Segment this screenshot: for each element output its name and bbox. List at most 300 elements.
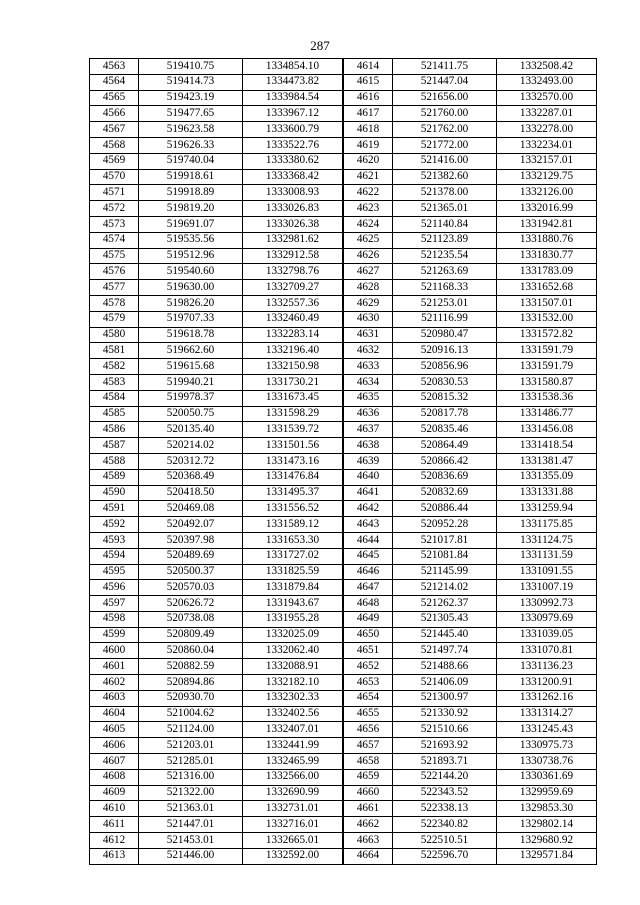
y-coordinate-cell: 1333522.76 — [243, 137, 343, 153]
point-number-cell: 4617 — [344, 106, 393, 122]
table-row — [90, 769, 343, 785]
y-coordinate-cell: 1331456.08 — [497, 422, 597, 438]
point-number-cell: 4614 — [344, 59, 393, 75]
point-number-cell: 4629 — [344, 295, 393, 311]
y-coordinate-cell: 1331880.76 — [497, 232, 597, 248]
table-row — [90, 216, 343, 232]
x-coordinate-cell: 519512.96 — [139, 248, 243, 264]
table-row — [344, 501, 597, 517]
point-number-cell: 4631 — [344, 327, 393, 343]
x-coordinate-cell: 521762.00 — [393, 122, 497, 138]
y-coordinate-cell: 1332566.00 — [243, 769, 343, 785]
point-number-cell: 4616 — [344, 90, 393, 106]
x-coordinate-cell: 520135.40 — [139, 422, 243, 438]
x-coordinate-cell: 522596.70 — [393, 848, 497, 864]
table-row — [90, 438, 343, 454]
y-coordinate-cell: 1331124.75 — [497, 532, 597, 548]
point-number-cell: 4565 — [90, 90, 139, 106]
x-coordinate-cell: 521363.01 — [139, 801, 243, 817]
point-number-cell: 4563 — [90, 59, 139, 75]
point-number-cell: 4603 — [90, 690, 139, 706]
y-coordinate-cell: 1332196.40 — [243, 343, 343, 359]
x-coordinate-cell: 521488.66 — [393, 659, 497, 675]
x-coordinate-cell: 521305.43 — [393, 611, 497, 627]
table-row — [90, 785, 343, 801]
table-row — [90, 485, 343, 501]
y-coordinate-cell: 1332126.00 — [497, 185, 597, 201]
point-number-cell: 4570 — [90, 169, 139, 185]
x-coordinate-cell: 521017.81 — [393, 532, 497, 548]
x-coordinate-cell: 521382.60 — [393, 169, 497, 185]
point-number-cell: 4642 — [344, 501, 393, 517]
table-row — [90, 659, 343, 675]
point-number-cell: 4587 — [90, 438, 139, 454]
point-number-cell: 4663 — [344, 833, 393, 849]
table-row — [90, 580, 343, 596]
x-coordinate-cell: 519978.37 — [139, 390, 243, 406]
y-coordinate-cell: 1332182.10 — [243, 675, 343, 691]
y-coordinate-cell: 1330992.73 — [497, 596, 597, 612]
table-row — [344, 848, 597, 864]
x-coordinate-cell: 520815.32 — [393, 390, 497, 406]
table-row — [344, 343, 597, 359]
y-coordinate-cell: 1332557.36 — [243, 295, 343, 311]
y-coordinate-cell: 1330738.76 — [497, 754, 597, 770]
point-number-cell: 4662 — [344, 817, 393, 833]
table-row — [344, 248, 597, 264]
table-row — [344, 280, 597, 296]
x-coordinate-cell: 521510.66 — [393, 722, 497, 738]
y-coordinate-cell: 1332912.58 — [243, 248, 343, 264]
table-row — [344, 548, 597, 564]
y-coordinate-cell: 1331830.77 — [497, 248, 597, 264]
y-coordinate-cell: 1329853.30 — [497, 801, 597, 817]
table-row — [90, 754, 343, 770]
x-coordinate-cell: 520500.37 — [139, 564, 243, 580]
table-row — [344, 801, 597, 817]
table-row — [344, 359, 597, 375]
point-number-cell: 4609 — [90, 785, 139, 801]
y-coordinate-cell: 1332402.56 — [243, 706, 343, 722]
x-coordinate-cell: 521124.00 — [139, 722, 243, 738]
x-coordinate-cell: 521693.92 — [393, 738, 497, 754]
point-number-cell: 4637 — [344, 422, 393, 438]
y-coordinate-cell: 1331539.72 — [243, 422, 343, 438]
point-number-cell: 4569 — [90, 153, 139, 169]
table-row — [90, 280, 343, 296]
point-number-cell: 4591 — [90, 501, 139, 517]
point-number-cell: 4583 — [90, 374, 139, 390]
x-coordinate-cell: 519918.89 — [139, 185, 243, 201]
y-coordinate-cell: 1331501.56 — [243, 438, 343, 454]
x-coordinate-cell: 519535.56 — [139, 232, 243, 248]
page-number: 287 — [310, 38, 330, 53]
y-coordinate-cell: 1334473.82 — [243, 74, 343, 90]
x-coordinate-cell: 520835.46 — [393, 422, 497, 438]
point-number-cell: 4643 — [344, 517, 393, 533]
point-number-cell: 4584 — [90, 390, 139, 406]
y-coordinate-cell: 1332508.42 — [497, 59, 597, 75]
point-number-cell: 4630 — [344, 311, 393, 327]
y-coordinate-cell: 1332460.49 — [243, 311, 343, 327]
x-coordinate-cell: 519423.19 — [139, 90, 243, 106]
table-row — [344, 327, 597, 343]
table-row — [90, 122, 343, 138]
table-row — [344, 264, 597, 280]
point-number-cell: 4618 — [344, 122, 393, 138]
table-row — [344, 611, 597, 627]
y-coordinate-cell: 1332493.00 — [497, 74, 597, 90]
y-coordinate-cell: 1331673.45 — [243, 390, 343, 406]
x-coordinate-cell: 521116.99 — [393, 311, 497, 327]
table-row — [90, 722, 343, 738]
table-row — [90, 675, 343, 691]
x-coordinate-cell: 521378.00 — [393, 185, 497, 201]
y-coordinate-cell: 1331591.79 — [497, 343, 597, 359]
x-coordinate-cell: 519918.61 — [139, 169, 243, 185]
table-row — [344, 169, 597, 185]
table-row — [344, 706, 597, 722]
y-coordinate-cell: 1332278.00 — [497, 122, 597, 138]
table-row — [90, 137, 343, 153]
point-number-cell: 4660 — [344, 785, 393, 801]
x-coordinate-cell: 521453.01 — [139, 833, 243, 849]
y-coordinate-cell: 1332570.00 — [497, 90, 597, 106]
point-number-cell: 4601 — [90, 659, 139, 675]
y-coordinate-cell: 1331507.01 — [497, 295, 597, 311]
point-number-cell: 4594 — [90, 548, 139, 564]
point-number-cell: 4567 — [90, 122, 139, 138]
table-row — [90, 106, 343, 122]
point-number-cell: 4598 — [90, 611, 139, 627]
x-coordinate-cell: 522144.20 — [393, 769, 497, 785]
y-coordinate-cell: 1331007.19 — [497, 580, 597, 596]
table-row — [90, 706, 343, 722]
table-row — [90, 469, 343, 485]
y-coordinate-cell: 1333008.93 — [243, 185, 343, 201]
point-number-cell: 4634 — [344, 374, 393, 390]
x-coordinate-cell: 519410.75 — [139, 59, 243, 75]
x-coordinate-cell: 520312.72 — [139, 453, 243, 469]
point-number-cell: 4638 — [344, 438, 393, 454]
point-number-cell: 4659 — [344, 769, 393, 785]
y-coordinate-cell: 1331580.87 — [497, 374, 597, 390]
y-coordinate-cell: 1329959.69 — [497, 785, 597, 801]
point-number-cell: 4639 — [344, 453, 393, 469]
point-number-cell: 4610 — [90, 801, 139, 817]
table-row — [90, 532, 343, 548]
y-coordinate-cell: 1330361.69 — [497, 769, 597, 785]
table-row — [90, 627, 343, 643]
x-coordinate-cell: 521411.75 — [393, 59, 497, 75]
x-coordinate-cell: 520952.28 — [393, 517, 497, 533]
y-coordinate-cell: 1333600.79 — [243, 122, 343, 138]
table-row — [90, 311, 343, 327]
table-row — [90, 153, 343, 169]
y-coordinate-cell: 1331331.88 — [497, 485, 597, 501]
point-number-cell: 4596 — [90, 580, 139, 596]
x-coordinate-cell: 520930.70 — [139, 690, 243, 706]
x-coordinate-cell: 519626.33 — [139, 137, 243, 153]
point-number-cell: 4647 — [344, 580, 393, 596]
point-number-cell: 4656 — [344, 722, 393, 738]
x-coordinate-cell: 520492.07 — [139, 517, 243, 533]
table-row — [90, 185, 343, 201]
x-coordinate-cell: 520916.13 — [393, 343, 497, 359]
y-coordinate-cell: 1332731.01 — [243, 801, 343, 817]
y-coordinate-cell: 1332283.14 — [243, 327, 343, 343]
y-coordinate-cell: 1332665.01 — [243, 833, 343, 849]
y-coordinate-cell: 1331653.30 — [243, 532, 343, 548]
table-row — [90, 596, 343, 612]
table-row — [90, 59, 343, 75]
table-row — [344, 74, 597, 90]
point-number-cell: 4589 — [90, 469, 139, 485]
point-number-cell: 4576 — [90, 264, 139, 280]
point-number-cell: 4577 — [90, 280, 139, 296]
table-row — [344, 59, 597, 75]
point-number-cell: 4590 — [90, 485, 139, 501]
y-coordinate-cell: 1332016.99 — [497, 201, 597, 217]
table-row — [90, 232, 343, 248]
table-row — [344, 122, 597, 138]
y-coordinate-cell: 1332302.33 — [243, 690, 343, 706]
y-coordinate-cell: 1331473.16 — [243, 453, 343, 469]
point-number-cell: 4606 — [90, 738, 139, 754]
x-coordinate-cell: 519540.60 — [139, 264, 243, 280]
y-coordinate-cell: 1333026.83 — [243, 201, 343, 217]
table-row — [344, 769, 597, 785]
x-coordinate-cell: 521168.33 — [393, 280, 497, 296]
table-row — [344, 185, 597, 201]
x-coordinate-cell: 521447.01 — [139, 817, 243, 833]
y-coordinate-cell: 1331589.12 — [243, 517, 343, 533]
y-coordinate-cell: 1331598.29 — [243, 406, 343, 422]
y-coordinate-cell: 1331942.81 — [497, 216, 597, 232]
table-row — [344, 596, 597, 612]
table-row — [344, 90, 597, 106]
y-coordinate-cell: 1331538.36 — [497, 390, 597, 406]
point-number-cell: 4602 — [90, 675, 139, 691]
x-coordinate-cell: 521263.69 — [393, 264, 497, 280]
y-coordinate-cell: 1329802.14 — [497, 817, 597, 833]
y-coordinate-cell: 1332150.98 — [243, 359, 343, 375]
x-coordinate-cell: 520738.08 — [139, 611, 243, 627]
point-number-cell: 4658 — [344, 754, 393, 770]
table-row — [344, 106, 597, 122]
y-coordinate-cell: 1331175.85 — [497, 517, 597, 533]
y-coordinate-cell: 1332798.76 — [243, 264, 343, 280]
table-row — [344, 438, 597, 454]
point-number-cell: 4592 — [90, 517, 139, 533]
y-coordinate-cell: 1331476.84 — [243, 469, 343, 485]
x-coordinate-cell: 519691.07 — [139, 216, 243, 232]
table-row — [90, 801, 343, 817]
y-coordinate-cell: 1332709.27 — [243, 280, 343, 296]
y-coordinate-cell: 1331727.02 — [243, 548, 343, 564]
table-row — [344, 374, 597, 390]
x-coordinate-cell: 522338.13 — [393, 801, 497, 817]
x-coordinate-cell: 520866.42 — [393, 453, 497, 469]
point-number-cell: 4625 — [344, 232, 393, 248]
table-row — [90, 833, 343, 849]
x-coordinate-cell: 519662.60 — [139, 343, 243, 359]
point-number-cell: 4626 — [344, 248, 393, 264]
x-coordinate-cell: 519819.20 — [139, 201, 243, 217]
x-coordinate-cell: 522340.82 — [393, 817, 497, 833]
table-row — [90, 201, 343, 217]
y-coordinate-cell: 1331532.00 — [497, 311, 597, 327]
point-number-cell: 4632 — [344, 343, 393, 359]
point-number-cell: 4636 — [344, 406, 393, 422]
x-coordinate-cell: 521081.84 — [393, 548, 497, 564]
point-number-cell: 4564 — [90, 74, 139, 90]
table-row — [344, 817, 597, 833]
table-row — [90, 422, 343, 438]
y-coordinate-cell: 1332129.75 — [497, 169, 597, 185]
table-row — [90, 406, 343, 422]
x-coordinate-cell: 521330.92 — [393, 706, 497, 722]
y-coordinate-cell: 1332234.01 — [497, 137, 597, 153]
x-coordinate-cell: 521772.00 — [393, 137, 497, 153]
table-row — [344, 675, 597, 691]
x-coordinate-cell: 520489.69 — [139, 548, 243, 564]
point-number-cell: 4578 — [90, 295, 139, 311]
point-number-cell: 4655 — [344, 706, 393, 722]
point-number-cell: 4622 — [344, 185, 393, 201]
point-number-cell: 4627 — [344, 264, 393, 280]
y-coordinate-cell: 1332088.91 — [243, 659, 343, 675]
point-number-cell: 4635 — [344, 390, 393, 406]
point-number-cell: 4599 — [90, 627, 139, 643]
table-row — [90, 74, 343, 90]
point-number-cell: 4661 — [344, 801, 393, 817]
table-row — [90, 501, 343, 517]
point-number-cell: 4652 — [344, 659, 393, 675]
y-coordinate-cell: 1331572.82 — [497, 327, 597, 343]
point-number-cell: 4580 — [90, 327, 139, 343]
x-coordinate-cell: 519630.00 — [139, 280, 243, 296]
x-coordinate-cell: 520864.49 — [393, 438, 497, 454]
point-number-cell: 4645 — [344, 548, 393, 564]
y-coordinate-cell: 1331131.59 — [497, 548, 597, 564]
table-row — [90, 453, 343, 469]
y-coordinate-cell: 1331591.79 — [497, 359, 597, 375]
table-row — [344, 295, 597, 311]
point-number-cell: 4620 — [344, 153, 393, 169]
x-coordinate-cell: 521365.01 — [393, 201, 497, 217]
point-number-cell: 4657 — [344, 738, 393, 754]
x-coordinate-cell: 520469.08 — [139, 501, 243, 517]
table-row — [90, 817, 343, 833]
x-coordinate-cell: 519477.65 — [139, 106, 243, 122]
x-coordinate-cell: 521214.02 — [393, 580, 497, 596]
point-number-cell: 4624 — [344, 216, 393, 232]
table-row — [90, 90, 343, 106]
point-number-cell: 4608 — [90, 769, 139, 785]
x-coordinate-cell: 520809.49 — [139, 627, 243, 643]
x-coordinate-cell: 520626.72 — [139, 596, 243, 612]
table-row — [344, 201, 597, 217]
table-row — [90, 374, 343, 390]
y-coordinate-cell: 1333368.42 — [243, 169, 343, 185]
point-number-cell: 4571 — [90, 185, 139, 201]
x-coordinate-cell: 520836.69 — [393, 469, 497, 485]
point-number-cell: 4607 — [90, 754, 139, 770]
x-coordinate-cell: 520886.44 — [393, 501, 497, 517]
x-coordinate-cell: 521145.99 — [393, 564, 497, 580]
x-coordinate-cell: 520894.86 — [139, 675, 243, 691]
y-coordinate-cell: 1330975.73 — [497, 738, 597, 754]
x-coordinate-cell: 520832.69 — [393, 485, 497, 501]
y-coordinate-cell: 1333967.12 — [243, 106, 343, 122]
x-coordinate-cell: 520050.75 — [139, 406, 243, 422]
y-coordinate-cell: 1331245.43 — [497, 722, 597, 738]
point-number-cell: 4644 — [344, 532, 393, 548]
x-coordinate-cell: 519826.20 — [139, 295, 243, 311]
y-coordinate-cell: 1330979.69 — [497, 611, 597, 627]
x-coordinate-cell: 522343.52 — [393, 785, 497, 801]
table-row — [90, 611, 343, 627]
table-row — [344, 659, 597, 675]
table-row — [90, 248, 343, 264]
table-row — [90, 643, 343, 659]
y-coordinate-cell: 1331495.37 — [243, 485, 343, 501]
table-row — [344, 311, 597, 327]
x-coordinate-cell: 520214.02 — [139, 438, 243, 454]
y-coordinate-cell: 1333380.62 — [243, 153, 343, 169]
point-number-cell: 4640 — [344, 469, 393, 485]
y-coordinate-cell: 1332690.99 — [243, 785, 343, 801]
point-number-cell: 4586 — [90, 422, 139, 438]
table-row — [90, 517, 343, 533]
point-number-cell: 4648 — [344, 596, 393, 612]
table-row — [344, 738, 597, 754]
x-coordinate-cell: 522510.51 — [393, 833, 497, 849]
table-row — [344, 232, 597, 248]
point-number-cell: 4619 — [344, 137, 393, 153]
x-coordinate-cell: 521123.89 — [393, 232, 497, 248]
x-coordinate-cell: 521235.54 — [393, 248, 497, 264]
point-number-cell: 4653 — [344, 675, 393, 691]
table-row — [90, 359, 343, 375]
y-coordinate-cell: 1332981.62 — [243, 232, 343, 248]
x-coordinate-cell: 521656.00 — [393, 90, 497, 106]
table-row — [90, 327, 343, 343]
y-coordinate-cell: 1332716.01 — [243, 817, 343, 833]
point-number-cell: 4593 — [90, 532, 139, 548]
y-coordinate-cell: 1331070.81 — [497, 643, 597, 659]
x-coordinate-cell: 521285.01 — [139, 754, 243, 770]
x-coordinate-cell: 521004.62 — [139, 706, 243, 722]
point-number-cell: 4615 — [344, 74, 393, 90]
y-coordinate-cell: 1331039.05 — [497, 627, 597, 643]
y-coordinate-cell: 1333026.38 — [243, 216, 343, 232]
table-row — [344, 580, 597, 596]
table-row — [344, 216, 597, 232]
x-coordinate-cell: 521447.04 — [393, 74, 497, 90]
point-number-cell: 4582 — [90, 359, 139, 375]
table-row — [90, 564, 343, 580]
y-coordinate-cell: 1332157.01 — [497, 153, 597, 169]
table-row — [344, 722, 597, 738]
x-coordinate-cell: 519740.04 — [139, 153, 243, 169]
point-number-cell: 4623 — [344, 201, 393, 217]
point-number-cell: 4633 — [344, 359, 393, 375]
table-row — [344, 153, 597, 169]
y-coordinate-cell: 1331879.84 — [243, 580, 343, 596]
table-row — [344, 690, 597, 706]
